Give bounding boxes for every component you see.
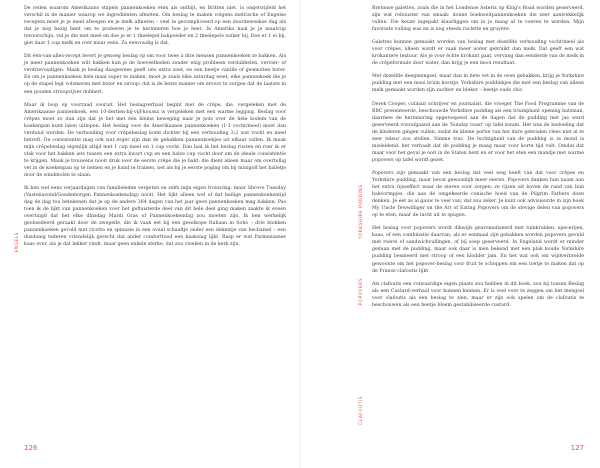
left-page-body xyxy=(24,5,286,255)
paragraph: De reden waarom Amerikaans stapels pannenkoeken eten als ontbijt, en Britten niet, is ongetwijfeld het verschil in de manier waarop we ingrediënten afmeten. Om beslag te maken volgens metrische of Engelse recepten moet je je meel afwegen en je melk afmeten – veel te gecompliceerd op een doordeweekse dag als dat je nog bezig bent om te proberen je te herinneren hoe je heet. In Amerika haal je je maatcup tevoorschijn, vul je die met meel en doe je er 1 theelepel bakpoeder en 2 theelepels suiker bij. Doe er 1 ei bij, giet daar 1 cup melk en roer maar eens. Zo eenvoudig is dat. xyxy=(24,6,286,47)
paragraph: Galettes kunnen gemaakt worden van beslag met dezelfde verhouding vocht/meel als voor crêpes, alleen wordt er vaak meer water gebruikt dan melk. Dat geeft een wat krokantere textuur. Als je voor échte krokant gaat, vervang dan eenderde van de melk in de crêpeformule door water, dan krijg je een mooi resultaat. xyxy=(372,40,584,67)
paragraph: Derek Cooper, culinair schrijver en journalist, die vroeger The Food Programme van de BBC presenteerde, beschouwde Yorkshire pudding als een triumphant opening batsman, daarmee de herinnering opgeroepend aan de dagen dat de pudding met jus werd geserveerd voorafgaand aan de 'Sunday roast' op tafel kwam. Het was de bedoeling dat de kinderen gingen vullen, zodat de kleine portie van het dure gebraden vlees niet al te zeer teleur zou stellen. Simme truc. De luchtigheid van de pudding is ia mond is misleidend: het verhaalt dat de pudding je maag maar voor korte tijd vult. Omdat dat maar voor het geval je ooit in de Staten bent en er voor het eten een mandje met warme popovers op tafel wordt gezet. xyxy=(372,101,584,163)
margin-label-engels: ENGELS xyxy=(14,232,19,253)
right-page-body xyxy=(372,5,584,315)
paragraph: Ik ben wel eens verjaardagen van familieleden vergeten en zelfs mijn eigen trouwdag, maar Shrove Tuesday (Vastenavond/Goedemorgen Pannenkoekendag) nooit. Het lijkt alleen wel of dat heilige pannenkoekentijd dag de dag tou betekenen dat je op de andere 364 dagen van het jaar geen pannenkoeken mag bakken. Pas toen ik de lijkt van pannenkoeken voor het gefluisterde deel van dit hele deel ging maken zaakte ik eveen overtuigd dat het elke dinsdag Mardi Gras of Pannenkoekendag zou moeten zijn. Ik ben werkelijk geobsedeerd geraakt door de zwepelle, die ik vaak eet bij een geselkope Italiaan in Soho – drie blokken pannenkoeken gevuld met ricotta en spinazie in een ovaal schaaltje onder een dekentje van bechamel – een dusdanig tederen vriendelijk gerecht dat ander comfortfood een kaakslag lijkt. Rasp er wat Parmezaanse kaas over, als je dat lekker vindt, maar geen enkele sterke, dat zou vloeken in de kerk zijn. xyxy=(24,186,286,248)
margin-label-popovers: POPOVERS xyxy=(358,278,363,306)
paragraph: Het beslag voor popovers wordt dikwijls gearomatiseerd met tuinkruiden, specerijen, kaas, of een combinatie daarvan; als er eenmaal zijn gebakken worden popovers gevuld met roerei of sandwichvullingen, of bij soep geserveerd. In Engeland wordt er minder gedaan met de pudding, maar ook daar is men bekend met een plak koude Yorkshire pudding besmeerd met stroop of een klodder jam. En het wat ook om wijdverbreide gewoonte om het popover-beslag voor fruit te schoppen om een toetje te maken dat op de Franse clafoutis lijkt. xyxy=(372,226,584,274)
paragraph: Bretonse galettes, zoals die in het Londense Asterix op King's Road worden geserveerd, zijn wat robuuster van smaak: donne boekweitpannenkoeken die zeer aantrekkelijk vullen. Die keuze ingepakt klaarliggen om in je maag af te voeren te worden. Mijn favoriete vulling was en is nog steeds raclette en gruyère. xyxy=(372,6,584,33)
margin-label-yorkshire-pudding: YORKSHIRE PUDDING xyxy=(358,184,363,240)
page-number: 127 xyxy=(570,444,584,452)
paragraph: Met dezelfde deegmengsel, maar dan in hete vet in de oven gebakken, krijg je Yorkshire pudding met een mooi bruin korstje. Yorkshire puddinkjes die met een beslag van alleen melk gemaakt worden zijn zachter en bleker – beetje oude chic. xyxy=(372,74,584,94)
page-number: 126 xyxy=(24,444,38,452)
paragraph: Als clafoutis een volwaardige eigen plaats zou hebben in dit boek, zou hij tussen Beslag als een Custard-verhaal voor kunnen kennen. Er is veel voor te zeggen om het mengsel voor clafoutis als een beslag te zien, maar er zijn ook spelen om de clafoutis te beschouwen als een beetje bloem gestabiliseerde custard. xyxy=(372,281,584,308)
right-page xyxy=(300,0,600,468)
paragraph: Dit één-van-alles-recept levert je genoeg beslag op om voor twee à drie mensen pannenkoeken te bakken. Als je meer pannenkoeken wilt bakken kun je de hoeveelheden zonder enig probleem verdubbelen, vervier- of verdrievoudigen. Maak je beslag daagewees geeft iets extra zoet, en een beetje vanille of gesmolten boter. En om je pannenkoeken hele maal super te maken, moet je zoals elke zaterdag weet, elke pannenkoek die je op de stapel legt volsmeren met boter en siroop: dat is de beste manier om ervoor te zorgen dat de laatste in een gouden stroopvijver dobbert. xyxy=(24,54,286,95)
paragraph: Popovers zijn gemaakt van een beslag dat veel weg heeft van dat voor crêpes en Yorkshire pudding, maar bevat gewoonlijk meer eieren. Popovers danken hun naam aan het extra rijsseffect waar de eieren voor zorgen: ze rijzen uit boven de rand van hun bakvormpjes, die aan de omgekeerde conische hoed van de Pilgrim Fathers doen denken. Je eet ze al gauw te veel van, dat zou zeker. Je kunt ook advisieurde in zijn boek My Uncle Tewwilliger on the Art of Eating Popovers om de stevige delen van popovers op te eten, maar de lucht uit te spugen. xyxy=(372,170,584,219)
paragraph: Maar ik loop op voorraad vooruit. Het beslagverhaal begint met de crêpe, die, vergeleken met de Amerikaanse pannenkoek, een 10-dertien-bij-vijf-koussa is vergeleken met een warme legging. Beslag voor crêpes moet zo dun zijn dat je het met één kleine beweging naar je pols over de hele bodem van de koekenpan kunt laten uitlopen. Het beslag voor de Amerikaanse pannenkoeken (1-1 vocht/meel) moet dan verdund worden. De verhouding voor crêpebeslag komt dichter bij een verhouding 3:2 wat vocht en meel betreft. De consistentie mag ook wat erger zijn dan de gebakken pannenkoekjes uit elkaar vallen. Ik maak mijn crêpebeslag eigenlijk altijd met 1 cup meel en 1 cup vocht. Dan laat ik het beslag rusten en roer ik er vlak voor het bakken iets tussen een extra kwart cup en een halve cup vocht door om de ideale consistentie te krijgen. Maak je trouwens nooit druk over de eerste crêpe die je bakt: die dient alleen maar om overtollig vet in de koekenpan op te nemen en je hand te trainen, net als bij je eerste poging om bij minigolf het balletje door de windmolen te slaan. xyxy=(24,102,286,179)
margin-label-clafoutis: CLAFOUTIS xyxy=(358,396,363,425)
